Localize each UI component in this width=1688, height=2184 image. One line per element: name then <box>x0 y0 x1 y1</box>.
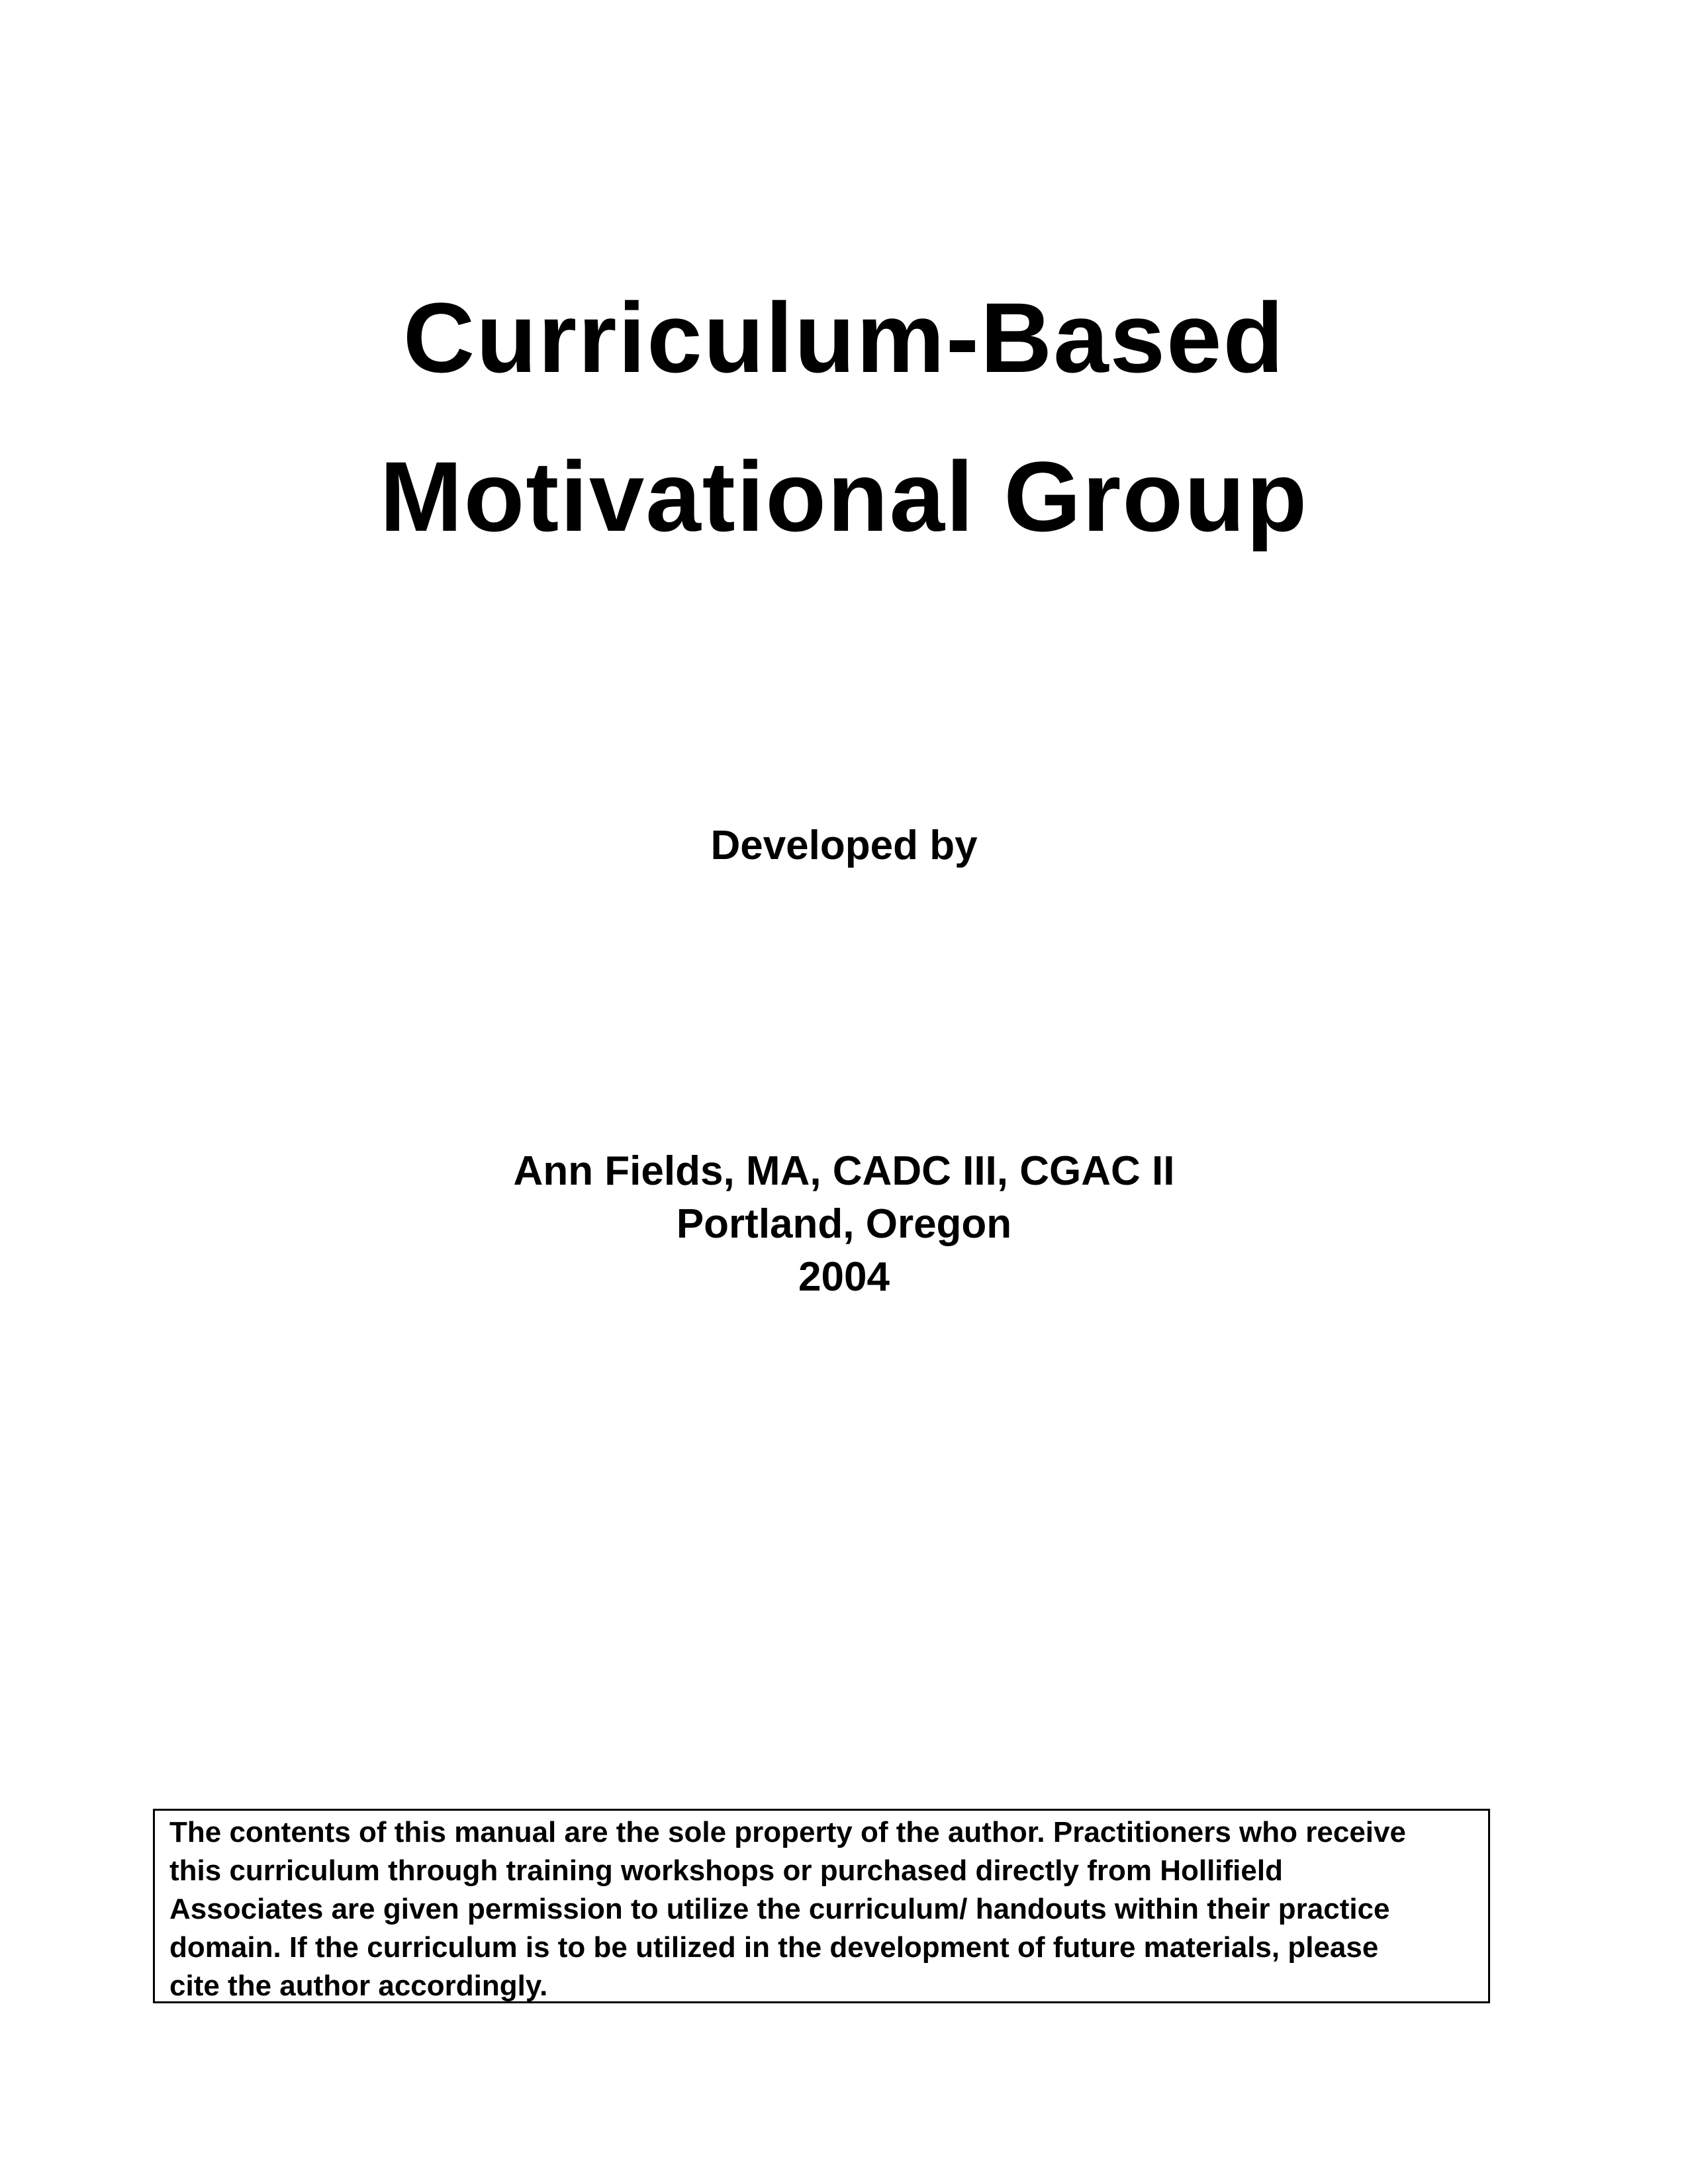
notice-line-5: cite the author accordingly. <box>169 1970 548 2002</box>
notice-line-2: this curriculum through training workshops or purchased directly from Hollifield <box>169 1854 1283 1887</box>
copyright-notice-box <box>153 1809 1490 2003</box>
developed-by-label: Developed by <box>710 823 978 868</box>
document-title <box>0 258 1688 576</box>
notice-line-3: Associates are given permission to utilize the curriculum/ handouts within their practice <box>169 1893 1390 1925</box>
notice-line-4: domain. If the curriculum is to be utilized in the development of future materials, please <box>169 1931 1379 1964</box>
notice-line-1: The contents of this manual are the sole property of the author. Practitioners who receive <box>169 1816 1406 1848</box>
title-line-1: Curriculum-Based <box>402 282 1286 393</box>
author-location: Portland, Oregon <box>676 1201 1012 1247</box>
author-name: Ann Fields, MA, CADC III, CGAC II <box>513 1148 1175 1194</box>
title-line-2: Motivational Group <box>379 441 1309 552</box>
publication-year: 2004 <box>798 1254 890 1300</box>
author-block <box>0 1145 1688 1304</box>
